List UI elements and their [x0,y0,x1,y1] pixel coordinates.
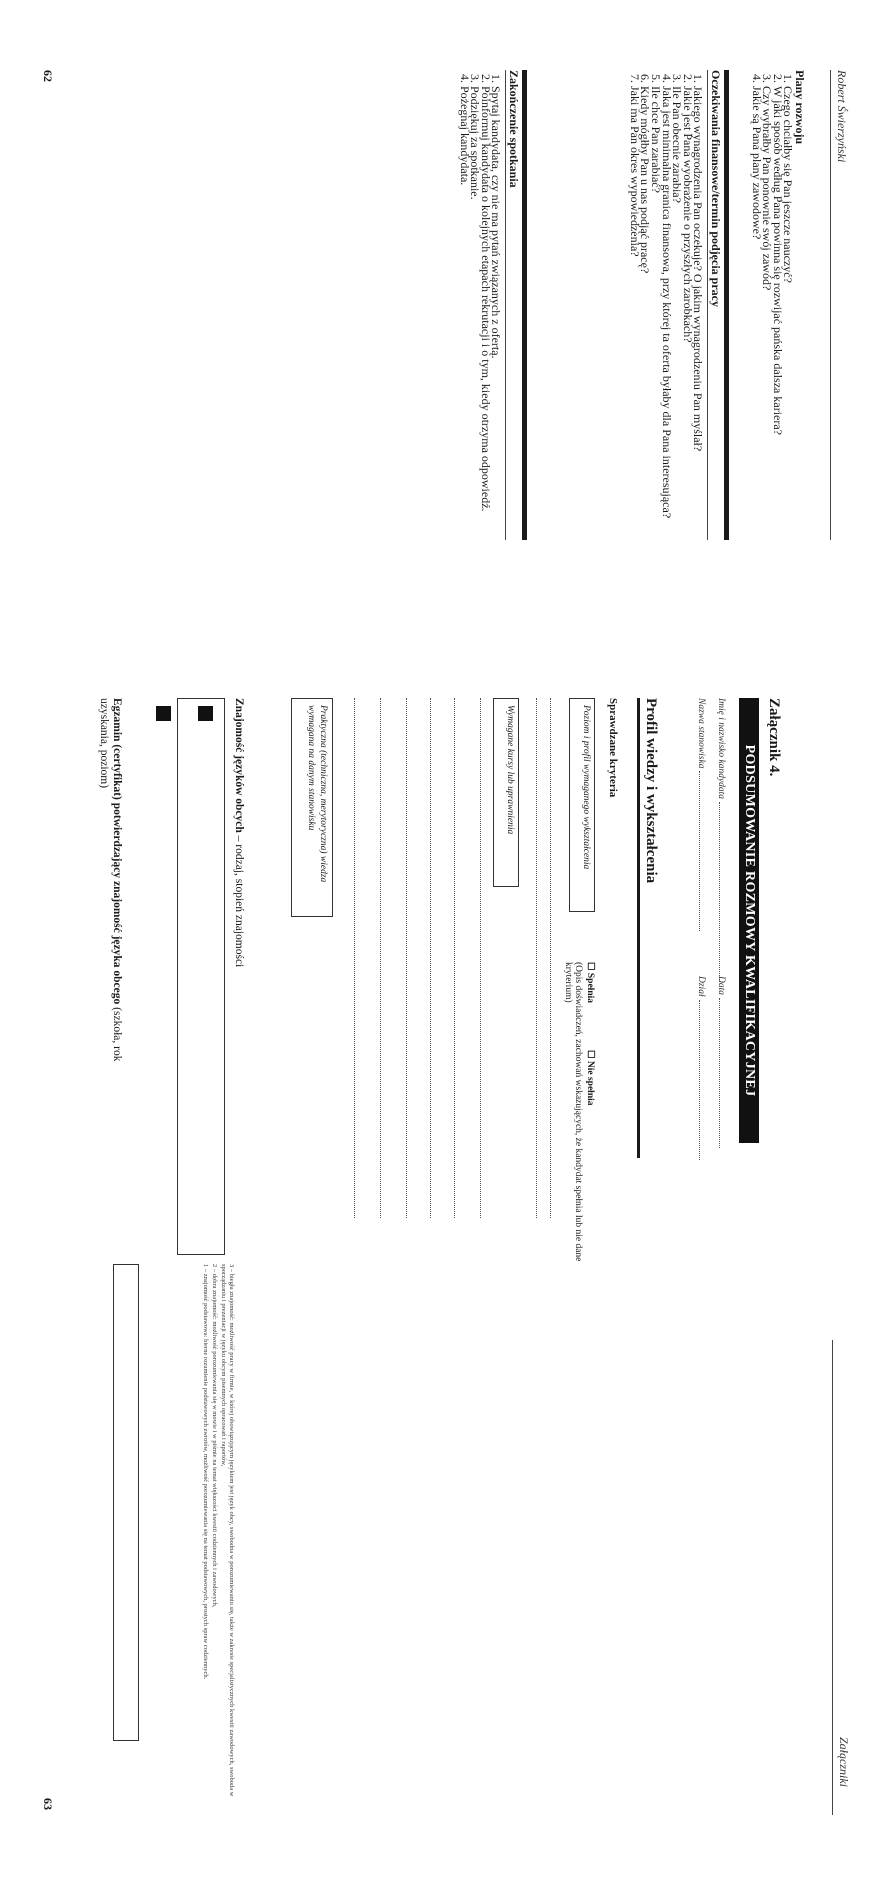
criterion-education-box [569,698,595,912]
header-rule [830,70,831,540]
criterion-label: Praktyczna (techniczna, merytoryczna) wiedza wymagana na danym stanowisku [306,705,328,883]
legend-item: 1 – znajomość podstawowa: bierne rozumienie podstawowych zwrotów, możliwość porozumiewania się na temat podstawowych, prostych spraw codziennych. [202,1264,209,1680]
exam-heading: Egzamin (certyfikat) potwierdzający znajomość języka obcego (szkoła, rok uzyskania, poziom) [98,698,123,1062]
answer-line[interactable] [430,698,431,1218]
answer-line[interactable] [480,698,481,1218]
list-item: 3. Podziękuj za spotkanie. [470,86,481,570]
list-item: 5. Ile chce Pan zarabiać? [650,86,661,570]
answer-line[interactable] [406,698,407,1218]
checkbox-meets[interactable]: ☐ Spełnia [585,962,595,1003]
question-list [749,70,796,570]
answer-line[interactable] [354,698,355,1218]
section-bar [724,70,729,540]
answer-line[interactable] [550,698,551,1218]
fill-line [699,771,707,931]
department-field[interactable] [696,976,707,1160]
header-rule [832,1340,833,1815]
action-list [457,70,504,570]
languages-heading: Znajomość języków obcych – rodzaj, stopień znajomości [233,698,245,968]
question-list [627,70,706,570]
checkbox-not-meets[interactable]: ☐ Nie spełnia [585,1050,595,1106]
criterion-label: Poziom i profil wymaganego wykształcenia [581,705,591,870]
list-item: 4. Jaka jest minimalna granica finansowa, przy której ta oferta byłaby dla Pana interesująca? [661,86,672,570]
field-label: Dział [696,976,706,997]
language-box-1[interactable] [198,706,213,721]
running-header-author: Robert Świerzyński [835,70,849,163]
fill-line [719,802,727,982]
answer-line[interactable] [454,698,455,1218]
section-oczekiwania [629,70,721,570]
section-title: Oczekiwania finansowe/termin podjęcia pracy [709,70,723,307]
section-bar [522,70,527,540]
section-zakonczenie [459,70,519,570]
running-header: Załączniki [837,1737,851,1787]
form-title-band: PODSUMOWANIE ROZMOWY KWALIFIKACYJNEJ [739,698,759,1143]
list-item: 4. Pożegnaj kandydata. [459,86,470,570]
list-item: 3. Czy wybrałby Pan ponownie swój zawód? [762,86,773,570]
list-item: 7. Jaki ma Pan okres wypowiedzenia? [629,86,640,570]
legend-item: 2 – dobra znajomość: możliwość porozumiewania się w mowie i w piśmie na temat większości kwestii codziennych i zawodowych, [211,1264,218,1608]
page-number: 63 [41,1798,55,1810]
annex-title: Załącznik 4. [766,698,782,777]
language-levels-frame [177,698,225,1255]
criterion-courses-box [493,698,519,887]
checkbox-note: (Opis doświadczeń, zachowań wskazujących, że kandydat spełnia lub nie dane kryterium) [563,962,583,1262]
field-label: Imię i nazwisko kandydata [716,698,726,800]
field-label: Nazwa stanowiska [696,698,706,769]
field-label: Data [716,976,726,995]
list-item: 1. Czego chciałby się Pan jeszcze nauczyć? [783,86,794,570]
page-number: 62 [41,70,55,82]
criteria-heading: Sprawdzane kryteria [607,698,619,798]
list-item: 1. Spytaj kandydata, czy nie ma pytań związanych z ofertą. [491,86,502,570]
language-box-2[interactable] [156,706,171,721]
fill-line [699,1000,707,1160]
legend-item: 3 – biegła znajomość: możliwość pracy w firmie, w której obowiązującym językiem jest język obcy, swobodna w porozumiewaniu się, także w zakresie specjalistycznych kwestii zawodowych, swoboda w sporządzaniu i prezentacji w języku obcym pisemnych opracowań i raportów, [220,1264,235,1797]
section-title: Zakończenie spotkania [507,70,521,188]
date-field[interactable] [716,976,727,1148]
list-item: 2. W jaki sposób według Pana powinna się rozwijać pańska dalsza kariera? [772,86,783,570]
answer-line[interactable] [536,698,537,1218]
section-title: Profil wiedzy i wykształcenia [637,698,659,1158]
criterion-knowledge-box [291,698,333,917]
list-item: 6. Kiedy mógłby Pan u nas podjąć pracę? [640,86,651,570]
list-item: 3. Ile Pan obecnie zarabia? [672,86,683,570]
list-item: 1. Jakiego wynagrodzenia Pan oczekuje? O jakim wynagrodzeniu Pan myślał? [693,86,704,570]
answer-line[interactable] [380,698,381,1218]
position-field[interactable] [696,698,707,931]
page-63 [0,632,893,1895]
exam-answer-box[interactable] [113,1264,139,1741]
section-plany-rozwoju [751,70,805,570]
section-title: Plany rozwoju [793,70,807,145]
language-level-legend [200,1264,235,1804]
list-item: 2. Poinformuj kandydata o kolejnych etapach rekrutacji i o tym, kiedy otrzyma odpowiedź. [480,86,491,570]
candidate-name-field[interactable] [716,698,727,982]
fill-line [719,998,727,1148]
criterion-label: Wymagane kursy lub uprawnienia [505,705,515,835]
list-item: 2. Jakie jest Pana wyobrażenie o przyszłych zarobkach? [682,86,693,570]
list-item: 4. Jakie są Pana plany zawodowe? [751,86,762,570]
